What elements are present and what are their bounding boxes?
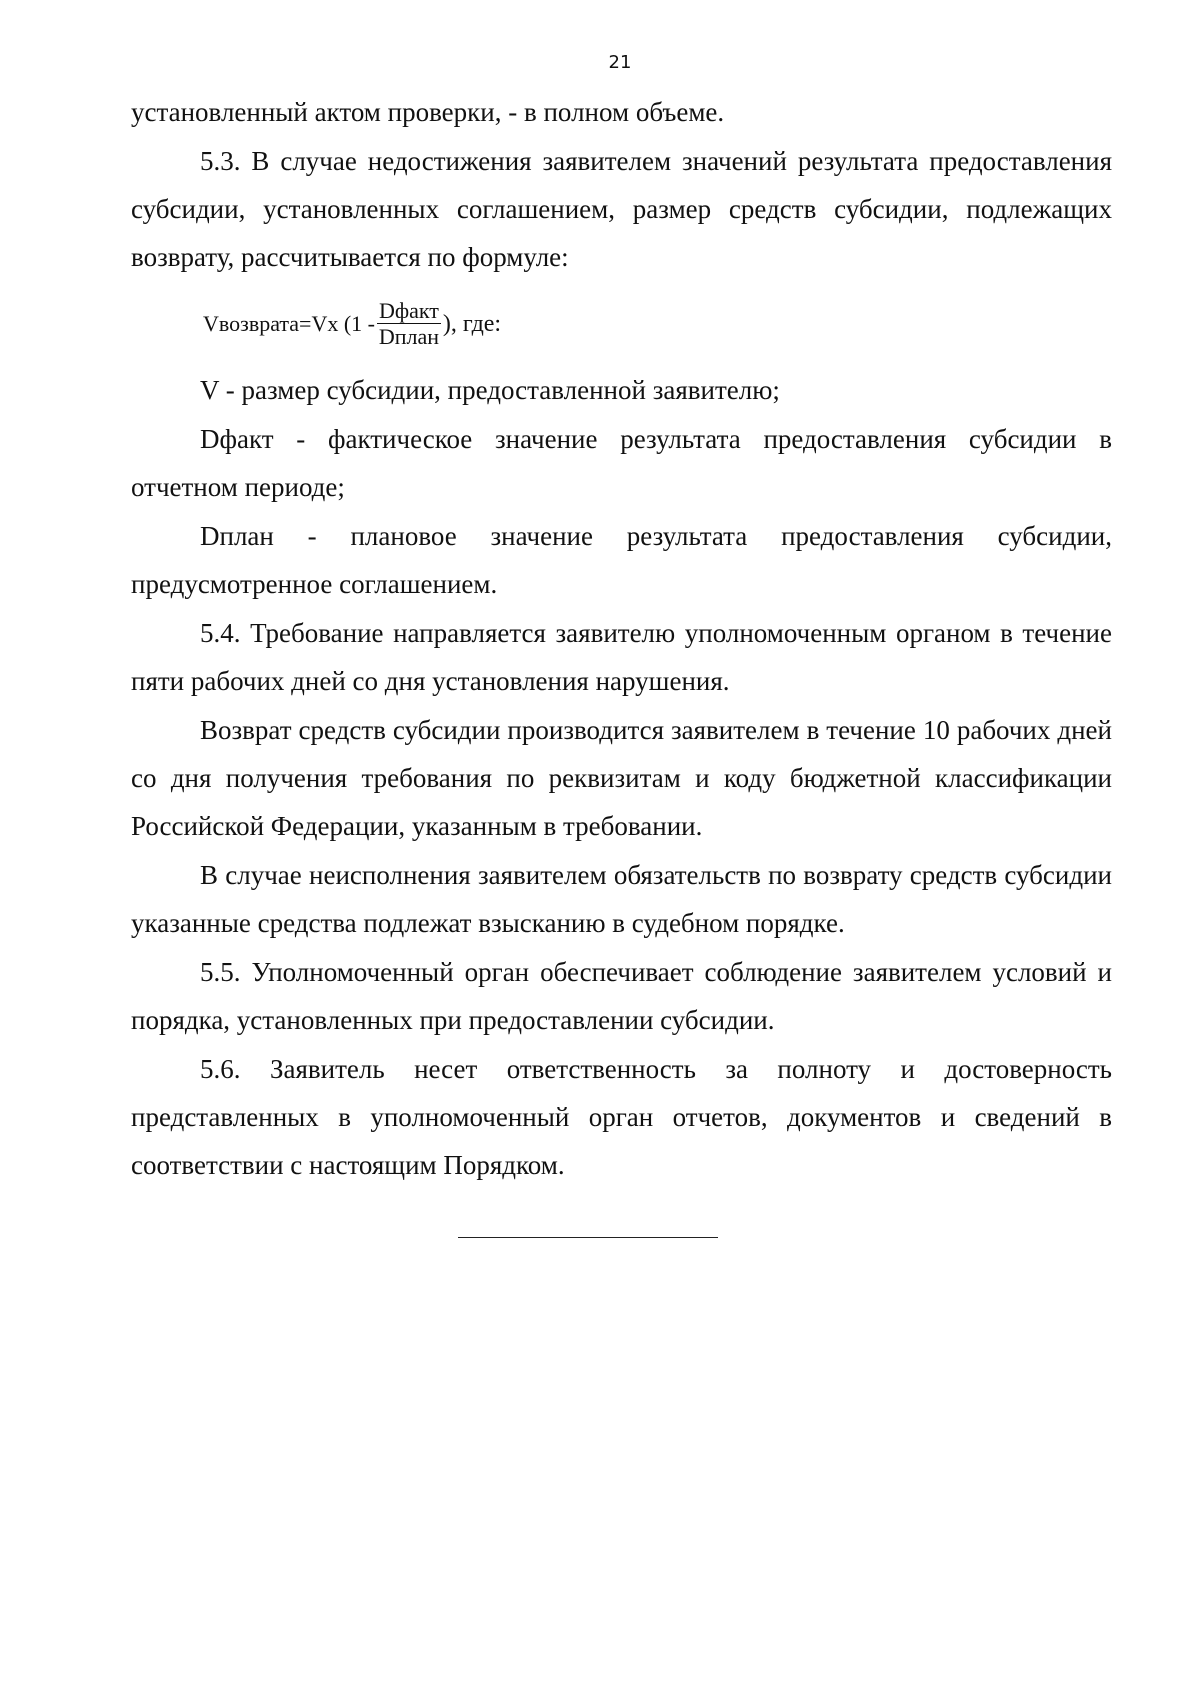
formula-tail: ), где: — [442, 311, 502, 337]
formula-denominator: Dплан — [378, 324, 440, 349]
formula-fraction — [377, 300, 441, 348]
page-number: 21 — [608, 52, 632, 73]
paragraph-5-3: 5.3. В случае недостижения заявителем значений результата предоставления субсидии, установленных соглашением, размер средств субсидии, подлежащих возврату, рассчитывается по формуле: — [131, 146, 1112, 272]
definition-v: V - размер субсидии, предоставленной заявителю; — [200, 375, 780, 405]
paragraph-refund: Возврат средств субсидии производится заявителем в течение 10 рабочих дней со дня получения требования по реквизитам и коду бюджетной классификации Российской Федерации, указанным в требовании. — [131, 715, 1112, 841]
paragraph-5-6: 5.6. Заявитель несет ответственность за полноту и достоверность представленных в уполномоченный орган отчетов, документов и сведений в соответствии с настоящим Порядком. — [131, 1054, 1112, 1180]
formula-lhs: Vвозврата=Vx (1 - — [203, 311, 375, 336]
definition-dplan: Dплан - плановое значение результата предоставления субсидии, предусмотренное соглашением. — [131, 521, 1112, 599]
formula — [131, 282, 1112, 366]
definition-dfakt: Dфакт - фактическое значение результата предоставления субсидии в отчетном периоде; — [131, 424, 1112, 502]
paragraph-1: установленный актом проверки, - в полном объеме. — [131, 97, 725, 127]
end-rule — [458, 1237, 718, 1238]
paragraph-enforcement: В случае неисполнения заявителем обязательств по возврату средств субсидии указанные средства подлежат взысканию в судебном порядке. — [131, 860, 1112, 938]
paragraph-5-4: 5.4. Требование направляется заявителю уполномоченным органом в течение пяти рабочих дней со дня установления нарушения. — [131, 618, 1112, 696]
paragraph-5-5: 5.5. Уполномоченный орган обеспечивает соблюдение заявителем условий и порядка, установленных при предоставлении субсидии. — [131, 957, 1112, 1035]
formula-numerator: Dфакт — [379, 298, 439, 323]
document-body — [131, 88, 1112, 1190]
